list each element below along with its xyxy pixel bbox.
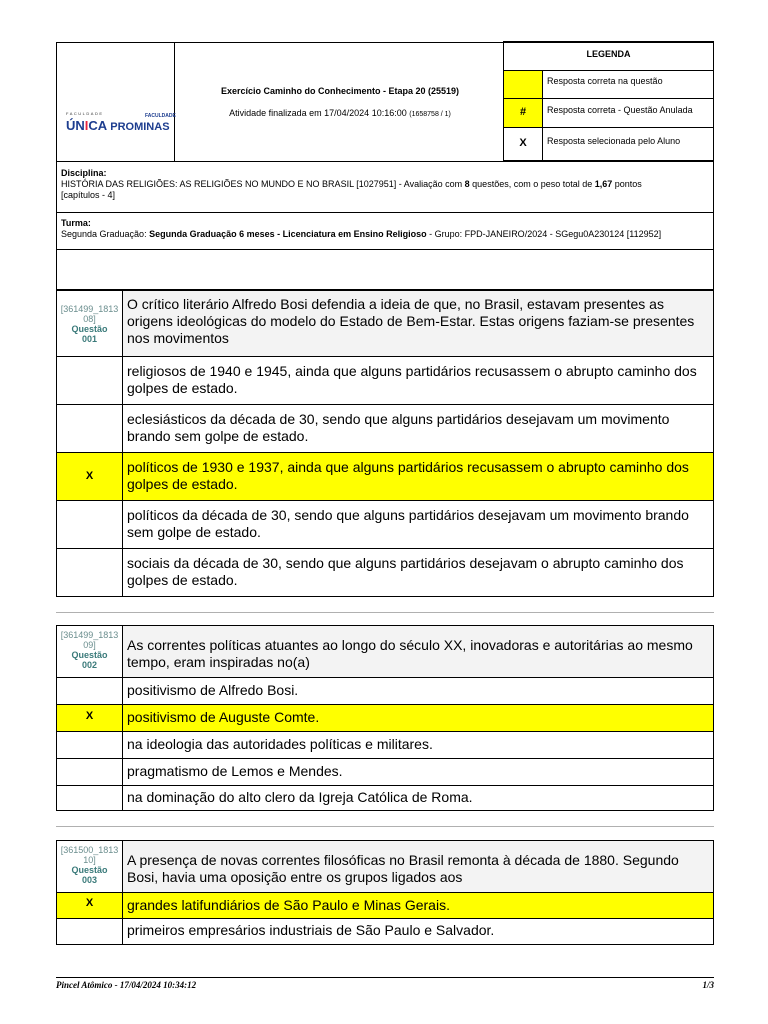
option-text-correct[interactable]: positivismo de Auguste Comte. [122,704,714,732]
option-text[interactable]: primeiros empresários industriais de São Paulo e Salvador. [122,918,714,945]
question-code-a: [361500_1813 [60,845,119,855]
empty-row [56,249,714,290]
logo-name-b: I [84,118,89,133]
option-text[interactable]: religiosos de 1940 e 1945, ainda que alguns partidários recusassem o abrupto caminho dos golpes de estado. [122,356,714,405]
disciplina-label: Disciplina: [61,168,107,178]
option-mark [56,758,123,786]
disciplina-weight: 1,67 [594,179,613,189]
option-mark [56,785,123,811]
option-mark [56,356,123,405]
option-text[interactable]: positivismo de Alfredo Bosi. [122,677,714,705]
finished-line [176,108,504,118]
option-mark [56,731,123,759]
question-number: 002 [81,660,98,670]
disciplina-text [61,179,709,190]
question-label: Questão [71,650,108,660]
turma-label: Turma: [61,218,91,228]
logo-name-d: PROMINAS [107,121,170,133]
disciplina-chapters: [capítulos - 4] [61,190,116,200]
legend-label-annulled: Resposta correta - Questão Anulada [542,98,714,128]
option-text-correct[interactable]: grandes latifundiários de São Paulo e Minas Gerais. [122,892,714,919]
title-area [176,43,504,161]
question-number: 003 [81,875,98,885]
option-mark [56,404,123,453]
question-label: Questão [71,324,108,334]
question-text: As correntes políticas atuantes ao longo do século XX, inovadoras e autoritárias ao mesmo tempo, eram inspiradas no(a) [122,625,714,678]
question-number: 001 [81,334,98,344]
question-id-cell [56,290,123,357]
footer-left: Pincel Atômico - 17/04/2024 10:34:12 [56,980,197,990]
question-separator [56,826,714,827]
option-text[interactable]: políticos da década de 30, sendo que alguns partidários desejavam um movimento brando sem golpe de estado. [122,500,714,549]
footer-rule [56,977,714,978]
question-label: Questão [71,865,108,875]
question-separator [56,612,714,613]
option-mark [56,918,123,945]
question-code-b: 09] [83,640,96,650]
legend [504,42,714,162]
option-text[interactable]: eclesiásticos da década de 30, sendo que alguns partidários desejavam um movimento brando sem golpe de estado. [122,404,714,453]
exercise-title: Exercício Caminho do Conhecimento - Etapa 20 (25519) [220,86,460,96]
option-text[interactable]: pragmatismo de Lemos e Mendes. [122,758,714,786]
logo-sub-text: FACULDADE [145,113,176,119]
option-text-correct[interactable]: políticos de 1930 e 1937, ainda que alguns partidários recusassem o abrupto caminho dos golpes de estado. [122,452,714,501]
option-text[interactable]: na ideologia das autoridades políticas e militares. [122,731,714,759]
legend-symbol-correct [503,70,543,99]
question-text: A presença de novas correntes filosóficas no Brasil remonta à década de 1880. Segundo Bosi, havia uma oposição entre os grupos ligados aos [122,840,714,893]
disciplina-num: 8 [464,179,470,189]
disciplina-box [56,161,714,213]
turma-prefix: Segunda Graduação: [61,229,150,239]
question-text: O crítico literário Alfredo Bosi defendia a ideia de que, no Brasil, estavam presentes as origens ideológicas do modelo do Estado de Bem-Estar. Estas origens faziam-se presentes nos movimentos [122,290,714,357]
turma-text [61,229,709,240]
question-id-cell [56,625,123,678]
option-mark-selected: X [56,452,123,501]
legend-symbol-selected: X [503,127,543,161]
question-code-b: 10] [83,855,96,865]
question-code-a: [361499_1813 [60,304,119,314]
legend-symbol-annulled: # [503,98,543,128]
disciplina-text-b: questões, com o peso total de [469,179,595,189]
legend-label-correct: Resposta correta na questão [542,70,714,99]
option-mark-selected: X [56,892,123,919]
disciplina-text-a: HISTÓRIA DAS RELIGIÕES: AS RELIGIÕES NO MUNDO E NO BRASIL [1027951] - Avaliação com [61,179,465,189]
turma-course: Segunda Graduação 6 meses - Licenciatura em Ensino Religioso [149,229,427,239]
question-id-cell [56,840,123,893]
logo-name [66,118,170,133]
option-mark [56,677,123,705]
finished-text: Atividade finalizada em 17/04/2024 10:16:00 [229,108,407,118]
disciplina-text-c: pontos [612,179,642,189]
turma-box [56,212,714,250]
legend-label-selected: Resposta selecionada pelo Aluno [542,127,714,161]
option-text[interactable]: sociais da década de 30, sendo que alguns partidários desejavam o abrupto caminho dos golpes de estado. [122,548,714,597]
turma-suffix: - Grupo: FPD-JANEIRO/2024 - SGegu0A230124 [112952] [426,229,662,239]
page-number: 1/3 [702,980,714,990]
legend-title: LEGENDA [586,49,631,59]
option-mark-selected: X [56,704,123,732]
logo-name-a: ÚN [66,118,85,133]
option-text[interactable]: na dominação do alto clero da Igreja Católica de Roma. [122,785,714,811]
question-code-b: 08] [83,314,96,324]
question-code-a: [361499_1813 [60,630,119,640]
legend-title-cell [503,41,714,71]
finished-id: (1658758 / 1) [409,111,451,118]
logo [57,43,175,161]
logo-top-text: FACULDADE [66,111,104,116]
logo-name-c: CA [88,118,108,133]
option-mark [56,500,123,549]
option-mark [56,548,123,597]
